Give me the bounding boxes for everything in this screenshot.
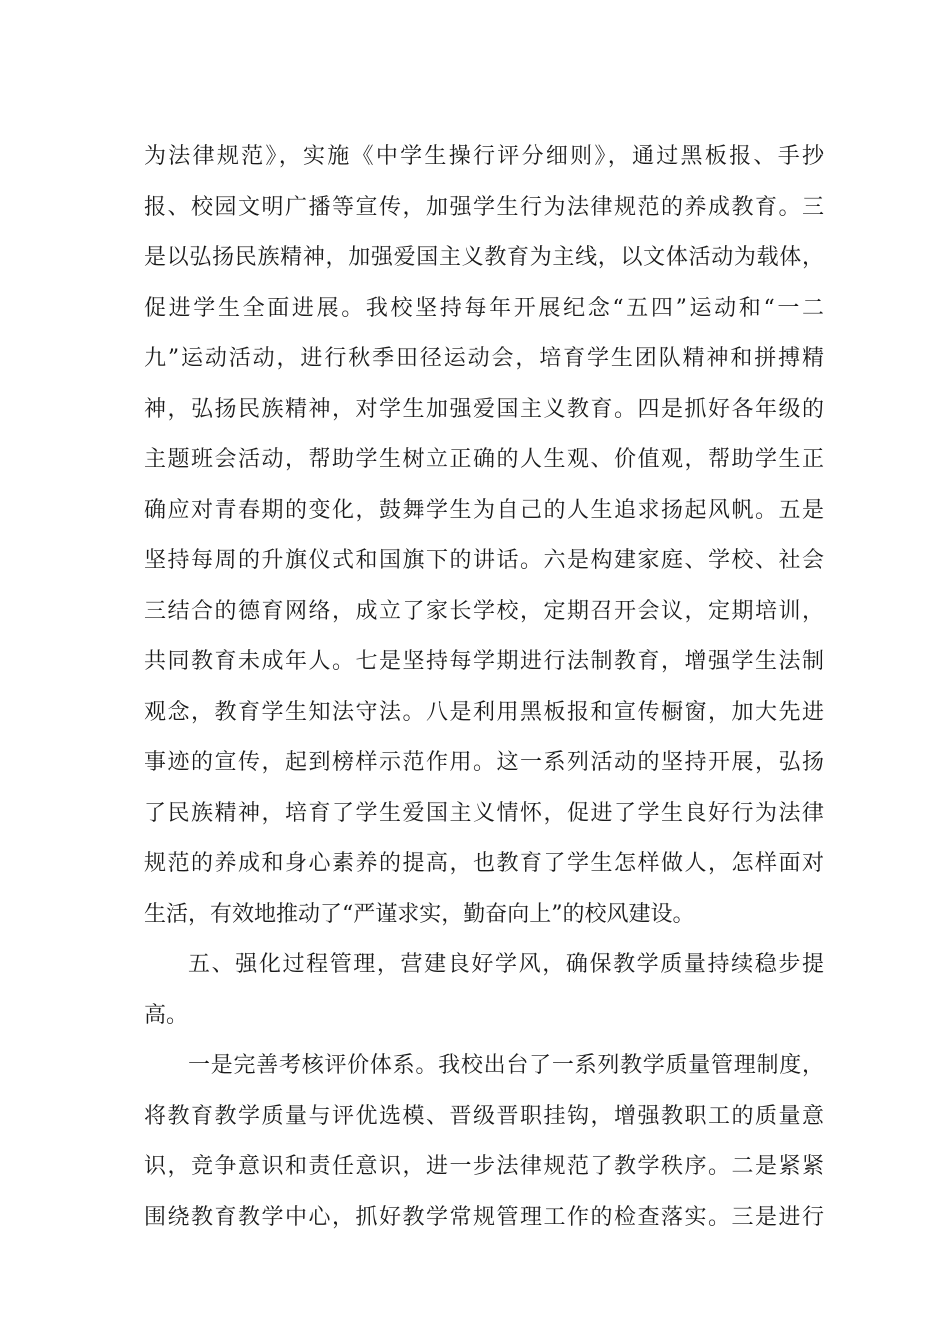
text-line: 规范的养成和身心素养的提高，也教育了学生怎样做人，怎样面对 xyxy=(144,851,824,876)
text-line: 事迹的宣传，起到榜样示范作用。这一系列活动的坚持开展，弘扬 xyxy=(144,750,824,775)
text-line: 确应对青春期的变化，鼓舞学生为自己的人生追求扬起风帆。五是 xyxy=(144,497,824,523)
text-line: 围绕教育教学中心，抓好教学常规管理工作的检查落实。三是进行 xyxy=(144,1204,824,1230)
section-heading-line: 高。 xyxy=(144,1002,189,1028)
text-line: 神，弘扬民族精神，对学生加强爱国主义教育。四是抓好各年级的 xyxy=(144,396,824,422)
text-line: 将教育教学质量与评优选模、晋级晋职挂钩，增强教职工的质量意 xyxy=(144,1103,824,1129)
text-line: 三结合的德育网络，成立了家长学校，定期召开会议，定期培训， xyxy=(144,598,824,624)
text-line: 为法律规范》，实施《中学生操行评分细则》，通过黑板报、手抄 xyxy=(144,144,824,169)
text-line: 坚持每周的升旗仪式和国旗下的讲话。六是构建家庭、学校、社会 xyxy=(144,548,824,573)
section-heading-line: 五、强化过程管理，营建良好学风，确保教学质量持续稳步提 xyxy=(188,952,824,977)
text-line: 九”运动活动，进行秋季田径运动会，培育学生团队精神和拼搏精 xyxy=(144,346,824,371)
text-line: 观念，教育学生知法守法。八是利用黑板报和宣传橱窗，加大先进 xyxy=(144,699,824,725)
text-line: 主题班会活动，帮助学生树立正确的人生观、价值观，帮助学生正 xyxy=(144,447,824,472)
text-line: 生活，有效地推动了“严谨求实，勤奋向上”的校风建设。 xyxy=(144,901,695,927)
text-line: 共同教育未成年人。七是坚持每学期进行法制教育，增强学生法制 xyxy=(144,649,824,674)
text-line: 识，竞争意识和责任意识，进一步法律规范了教学秩序。二是紧紧 xyxy=(144,1154,824,1179)
text-line: 促进学生全面进展。我校坚持每年开展纪念“五四”运动和“一二 xyxy=(144,295,824,321)
body-text xyxy=(144,132,824,1243)
text-line: 一是完善考核评价体系。我校出台了一系列教学质量管理制度， xyxy=(188,1053,824,1078)
text-line: 报、校园文明广播等宣传，加强学生行为法律规范的养成教育。三 xyxy=(144,194,824,220)
text-line: 了民族精神，培育了学生爱国主义情怀，促进了学生良好行为法律 xyxy=(144,800,824,826)
text-line: 是以弘扬民族精神，加强爱国主义教育为主线，以文体活动为载体， xyxy=(144,245,824,270)
